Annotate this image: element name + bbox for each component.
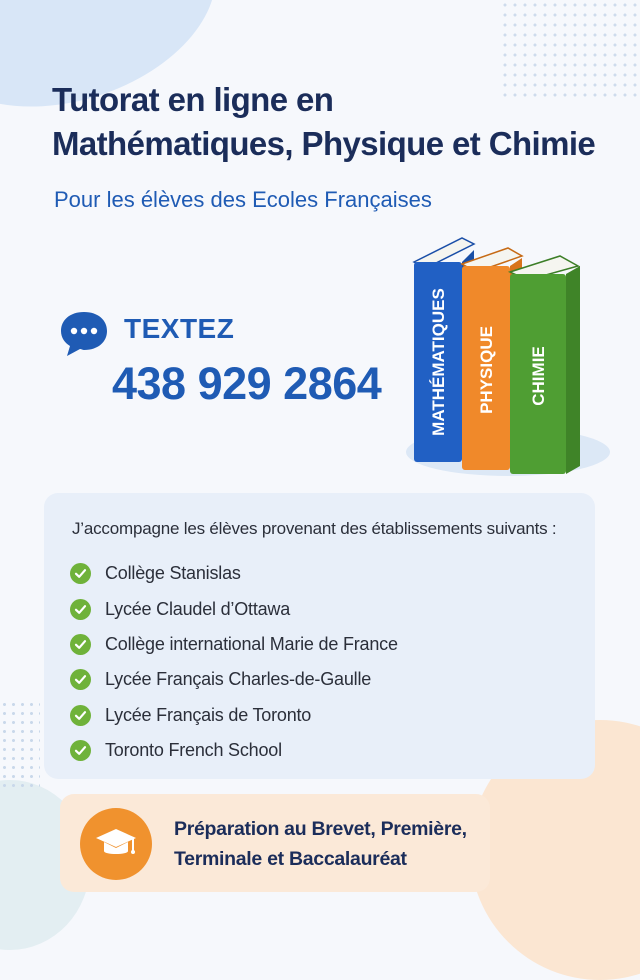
title-line-1: Tutorat en ligne en (52, 81, 334, 118)
school-name: Lycée Français Charles-de-Gaulle (105, 669, 372, 690)
page-subtitle: Pour les élèves des Ecoles Françaises (54, 187, 432, 212)
list-item (70, 733, 398, 768)
check-circle-icon (70, 669, 91, 690)
book-label-chemistry: CHIMIE (529, 346, 548, 406)
book-chemistry (510, 256, 580, 474)
chat-bubble-icon (58, 310, 110, 358)
school-list (70, 556, 398, 768)
preparation-text-line-2: Terminale et Baccalauréat (174, 848, 407, 870)
check-circle-icon (70, 740, 91, 761)
school-name: Collège Stanislas (105, 563, 241, 584)
check-circle-icon (70, 705, 91, 726)
schools-intro: J’accompagne les élèves provenant des établissements suivants : (72, 519, 557, 538)
check-circle-icon (70, 563, 91, 584)
school-name: Lycée Claudel d’Ottawa (105, 598, 291, 619)
check-circle-icon (70, 634, 91, 655)
check-circle-icon (70, 599, 91, 620)
book-label-math: MATHÉMATIQUES (429, 288, 448, 436)
contact-label: TEXTEZ (124, 313, 235, 344)
school-name: Lycée Français de Toronto (105, 704, 312, 725)
list-item (70, 556, 398, 591)
dot-pattern-bottom-left (0, 700, 40, 790)
list-item (70, 627, 398, 662)
book-label-physics: PHYSIQUE (477, 326, 496, 414)
list-item (70, 698, 398, 733)
title-line-2: Mathématiques, Physique et Chimie (52, 125, 596, 162)
school-name: Toronto French School (105, 740, 282, 761)
page-title (52, 78, 622, 166)
preparation-text-line-1: Préparation au Brevet, Première, (174, 818, 467, 840)
graduation-cap-icon (80, 808, 152, 880)
list-item (70, 591, 398, 626)
school-name: Collège international Marie de France (105, 633, 398, 654)
books-illustration (400, 230, 620, 490)
list-item (70, 662, 398, 697)
phone-number[interactable]: 438 929 2864 (112, 358, 382, 409)
